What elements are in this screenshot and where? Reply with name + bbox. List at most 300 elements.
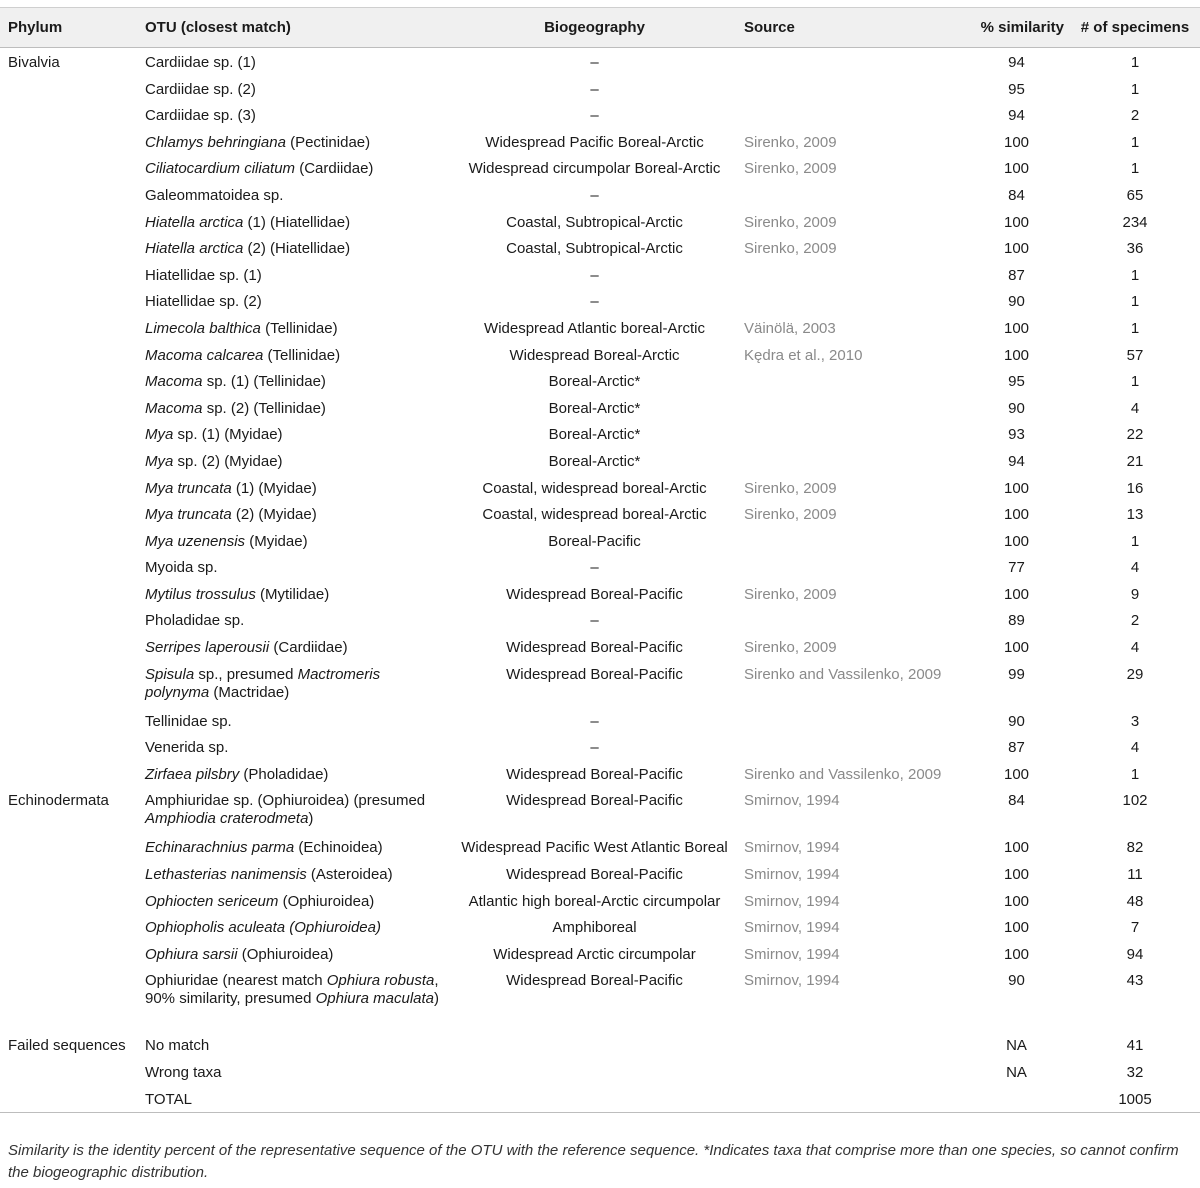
table-footnote: Similarity is the identity percent of the representative sequence of the OTU with the reference sequence. *Indicates taxa that comprise more than one species, so cannot confirm the biogeographic distribution. — [8, 1142, 1179, 1181]
cell-phylum — [0, 760, 145, 787]
otu-text-segment: (2) (Myidae) — [231, 506, 317, 524]
cell-biogeography: Widespread Pacific Boreal-Arctic — [485, 133, 704, 151]
cell-otu — [145, 660, 445, 707]
cell-source — [744, 707, 963, 734]
cell-specimens: 2 — [1130, 107, 1140, 125]
otu-text-segment: Pholadidae sp. — [145, 612, 245, 630]
cell-biogeography: Widespread Boreal-Pacific — [506, 866, 683, 884]
table-row — [0, 234, 1200, 261]
cell-specimens: 4 — [1130, 739, 1140, 757]
cell-phylum — [0, 420, 145, 447]
cell-source: Sirenko and Vassilenko, 2009 — [744, 765, 942, 783]
cell-otu — [145, 913, 445, 940]
cell-otu — [145, 314, 445, 341]
cell-specimens: 41 — [1126, 1037, 1144, 1055]
cell-source: Kędra et al., 2010 — [744, 346, 863, 364]
cell-biogeography: – — [590, 559, 599, 577]
cell-biogeography: Widespread Boreal-Pacific — [506, 972, 683, 990]
cell-specimens: 1 — [1130, 532, 1140, 550]
otu-text-segment: Ciliatocardium ciliatum — [145, 160, 296, 178]
table-row — [0, 101, 1200, 128]
otu-text-segment: Spisula — [145, 665, 195, 683]
otu-text-segment: (1) (Myidae) — [231, 479, 317, 497]
cell-phylum — [0, 234, 145, 261]
cell-phylum — [0, 341, 145, 368]
otu-text-segment: Mya — [145, 426, 174, 444]
cell-source: Sirenko, 2009 — [744, 585, 837, 603]
cell-similarity: NA — [1006, 1064, 1027, 1081]
cell-specimens: 1 — [1130, 319, 1140, 337]
cell-source: Sirenko, 2009 — [744, 160, 837, 178]
otu-text-segment: sp. (1) (Tellinidae) — [202, 373, 326, 391]
cell-phylum — [0, 181, 145, 208]
cell-biogeography: Widespread Boreal-Arctic — [509, 346, 680, 364]
cell-phylum — [0, 128, 145, 155]
cell-specimens: 4 — [1130, 639, 1140, 657]
otu-text-segment: Ophiura sarsii — [145, 945, 238, 963]
cell-source: Sirenko, 2009 — [744, 213, 837, 231]
cell-source: Sirenko, 2009 — [744, 479, 837, 497]
otu-text-segment: (Pholadidae) — [239, 765, 329, 783]
cell-otu — [145, 1031, 445, 1058]
cell-biogeography: Coastal, Subtropical-Arctic — [506, 213, 683, 231]
otu-text-segment: sp. (2) (Myidae) — [173, 452, 283, 470]
cell-phylum — [0, 707, 145, 734]
otu-text-segment: Mya truncata — [145, 479, 232, 497]
table-row — [0, 341, 1200, 368]
table-row — [0, 707, 1200, 734]
cell-phylum — [0, 553, 145, 580]
table-row — [0, 1085, 1200, 1113]
cell-biogeography: Coastal, widespread boreal-Arctic — [482, 506, 707, 524]
otu-text-segment: (Cardiidae) — [269, 639, 348, 657]
cell-specimens: 22 — [1126, 426, 1144, 444]
cell-otu — [145, 394, 445, 421]
cell-specimens: 16 — [1126, 479, 1144, 497]
otu-text-segment: , 90% similarity, presumed — [145, 972, 439, 1008]
cell-biogeography: Boreal-Arctic* — [548, 373, 641, 391]
cell-biogeography: Boreal-Arctic* — [548, 399, 641, 417]
cell-biogeography: – — [590, 293, 599, 311]
cell-source: Smirnov, 1994 — [744, 919, 840, 937]
otu-text-segment: Wrong taxa — [145, 1064, 222, 1081]
cell-otu — [145, 707, 445, 734]
cell-source — [744, 1058, 963, 1085]
cell-biogeography: Widespread Boreal-Pacific — [506, 665, 683, 683]
cell-source — [744, 1085, 963, 1113]
cell-phylum — [0, 887, 145, 914]
table-row — [0, 887, 1200, 914]
cell-specimens: 13 — [1126, 506, 1144, 524]
cell-similarity: 90 — [1008, 293, 1025, 311]
otu-text-segment: Zirfaea pilsbry — [145, 765, 240, 783]
otu-text-segment: (Ophiuroidea) — [237, 945, 334, 963]
cell-otu — [145, 887, 445, 914]
cell-source — [744, 367, 963, 394]
cell-specimens: 102 — [1122, 792, 1148, 810]
cell-otu — [145, 580, 445, 607]
table-row — [0, 606, 1200, 633]
cell-source — [744, 553, 963, 580]
otu-text-segment: (Tellinidae) — [263, 346, 341, 364]
otu-text-segment: Mya — [145, 452, 174, 470]
table-row — [0, 913, 1200, 940]
cell-similarity: 100 — [1003, 160, 1030, 178]
cell-otu — [145, 1085, 445, 1113]
cell-source — [744, 527, 963, 554]
cell-otu — [145, 500, 445, 527]
cell-biogeography: Widespread Atlantic boreal-Arctic — [484, 319, 705, 337]
otu-text-segment: Tellinidae sp. — [145, 712, 232, 730]
otu-text-segment: Cardiidae sp. (2) — [145, 80, 256, 98]
cell-phylum — [0, 527, 145, 554]
cell-source — [744, 261, 963, 288]
cell-similarity: 100 — [1003, 839, 1030, 857]
otu-text-segment: TOTAL — [145, 1090, 192, 1108]
cell-similarity: 100 — [1003, 133, 1030, 151]
cell-specimens: 11 — [1127, 866, 1143, 884]
cell-similarity: 84 — [1008, 186, 1025, 204]
otu-text-segment: sp. (2) (Tellinidae) — [202, 399, 326, 417]
cell-specimens: 234 — [1122, 213, 1148, 231]
otu-text-segment: ) — [434, 990, 440, 1008]
cell-otu — [145, 553, 445, 580]
table-row — [0, 420, 1200, 447]
cell-similarity: 100 — [1003, 479, 1030, 497]
header-specimens: # of specimens — [1070, 8, 1200, 48]
cell-phylum — [0, 500, 145, 527]
otu-text-segment: Mya truncata — [145, 506, 232, 524]
cell-biogeography: – — [590, 612, 599, 630]
cell-similarity: 100 — [1003, 213, 1030, 231]
otu-text-segment: Macoma — [145, 399, 203, 417]
table-row — [0, 833, 1200, 860]
cell-specimens: 1 — [1130, 54, 1140, 71]
cell-otu — [145, 733, 445, 760]
cell-phylum — [0, 940, 145, 967]
cell-source — [744, 48, 963, 75]
cell-similarity: 100 — [1003, 532, 1030, 550]
cell-specimens: 2 — [1130, 612, 1140, 630]
cell-otu — [145, 606, 445, 633]
otu-text-segment: Hiatella arctica — [145, 240, 244, 258]
otu-text-segment: (Echinoidea) — [294, 839, 383, 857]
cell-specimens: 4 — [1130, 399, 1140, 417]
table-row — [0, 474, 1200, 501]
cell-similarity: 90 — [1008, 712, 1025, 730]
cell-biogeography: – — [590, 712, 599, 730]
cell-biogeography: – — [590, 80, 599, 98]
cell-specimens: 21 — [1126, 452, 1144, 470]
otu-text-segment: Hiatellidae sp. (2) — [145, 293, 262, 311]
otu-text-segment: sp. (1) (Myidae) — [173, 426, 283, 444]
otu-text-segment: Limecola balthica — [145, 319, 261, 337]
cell-source: Sirenko, 2009 — [744, 133, 837, 151]
cell-similarity — [963, 1085, 1070, 1113]
otu-text-segment: Echinarachnius parma — [145, 839, 295, 857]
cell-biogeography: Amphiboreal — [552, 919, 637, 937]
cell-biogeography: Boreal-Pacific — [548, 532, 641, 550]
cell-phylum — [0, 394, 145, 421]
cell-biogeography: Boreal-Arctic* — [548, 452, 641, 470]
cell-similarity: 100 — [1003, 639, 1030, 657]
cell-phylum — [0, 261, 145, 288]
cell-specimens: 1 — [1130, 765, 1140, 783]
cell-otu — [145, 1058, 445, 1085]
otu-text-segment: (Cardiidae) — [295, 160, 374, 178]
cell-specimens: 4 — [1130, 559, 1140, 577]
otu-text-segment: (Pectinidae) — [285, 133, 371, 151]
header-similarity: % similarity — [963, 8, 1070, 48]
cell-otu — [145, 633, 445, 660]
cell-otu — [145, 420, 445, 447]
cell-similarity: 100 — [1003, 240, 1030, 258]
table-row — [0, 786, 1200, 833]
cell-biogeography: Widespread Arctic circumpolar — [493, 945, 696, 963]
table-row — [0, 966, 1200, 1031]
cell-specimens: 29 — [1126, 665, 1144, 683]
cell-source — [744, 1031, 963, 1058]
cell-source — [744, 181, 963, 208]
cell-source — [744, 447, 963, 474]
otu-text-segment: Venerida sp. — [145, 739, 229, 757]
otu-text-segment: Mytilus trossulus — [145, 585, 256, 603]
otu-text-segment: ) — [308, 810, 314, 828]
cell-phylum — [0, 660, 145, 707]
cell-biogeography: Coastal, Subtropical-Arctic — [506, 240, 683, 258]
cell-similarity: 95 — [1008, 80, 1025, 98]
cell-phylum: Failed sequences — [8, 1037, 126, 1055]
cell-otu — [145, 234, 445, 261]
cell-phylum — [0, 367, 145, 394]
otu-text-segment: Ophiopholis aculeata (Ophiuroidea) — [145, 919, 381, 937]
table-row — [0, 633, 1200, 660]
cell-specimens: 1005 — [1070, 1085, 1200, 1113]
cell-specimens: 82 — [1126, 839, 1144, 857]
cell-phylum — [0, 606, 145, 633]
cell-biogeography: – — [590, 186, 599, 204]
cell-biogeography: Coastal, widespread boreal-Arctic — [482, 479, 707, 497]
cell-phylum — [0, 101, 145, 128]
cell-otu — [145, 760, 445, 787]
otu-text-segment: Amphiuridae sp. (Ophiuroidea) (presumed — [145, 792, 426, 810]
cell-similarity: 100 — [1003, 506, 1030, 524]
cell-similarity: 93 — [1008, 426, 1025, 444]
cell-otu — [145, 966, 445, 1031]
table-row — [0, 154, 1200, 181]
cell-otu — [145, 447, 445, 474]
cell-source — [744, 606, 963, 633]
cell-specimens: 1 — [1130, 133, 1140, 151]
cell-similarity: 100 — [1003, 892, 1030, 910]
table-row — [0, 287, 1200, 314]
table-row — [0, 860, 1200, 887]
table-row — [0, 261, 1200, 288]
otu-text-segment: Galeommatoidea sp. — [145, 186, 284, 204]
cell-similarity: 94 — [1008, 54, 1025, 71]
cell-source: Väinölä, 2003 — [744, 319, 836, 337]
cell-biogeography: Widespread Boreal-Pacific — [506, 639, 683, 657]
otu-text-segment: (Myidae) — [245, 532, 308, 550]
cell-phylum — [0, 580, 145, 607]
cell-biogeography: Widespread Boreal-Pacific — [506, 585, 683, 603]
otu-text-segment: Macoma calcarea — [145, 346, 264, 364]
cell-source — [744, 101, 963, 128]
otu-text-segment: Amphiodia craterodmeta — [145, 810, 309, 828]
cell-otu — [145, 154, 445, 181]
cell-specimens: 57 — [1126, 346, 1144, 364]
cell-phylum — [0, 154, 145, 181]
cell-similarity: 84 — [1008, 792, 1025, 810]
cell-phylum — [0, 314, 145, 341]
cell-biogeography: – — [590, 739, 599, 757]
cell-source — [744, 420, 963, 447]
cell-biogeography: Widespread Pacific West Atlantic Boreal — [461, 839, 728, 857]
table-row — [0, 367, 1200, 394]
header-otu: OTU (closest match) — [145, 8, 445, 48]
table-row — [0, 940, 1200, 967]
cell-source: Smirnov, 1994 — [744, 892, 840, 910]
cell-otu — [145, 786, 445, 833]
otu-text-segment: Cardiidae sp. (1) — [145, 54, 256, 71]
cell-otu — [145, 287, 445, 314]
cell-phylum: Bivalvia — [8, 54, 60, 71]
otu-text-segment: Serripes laperousii — [145, 639, 270, 657]
cell-similarity: 100 — [1003, 945, 1030, 963]
cell-similarity: 77 — [1008, 559, 1025, 577]
header-source: Source — [744, 8, 963, 48]
table-row — [0, 75, 1200, 102]
cell-similarity: 99 — [1008, 665, 1025, 683]
cell-otu — [145, 860, 445, 887]
cell-phylum — [0, 860, 145, 887]
cell-otu — [145, 101, 445, 128]
cell-similarity: NA — [1006, 1037, 1027, 1055]
otu-text-segment: Hiatellidae sp. (1) — [145, 266, 262, 284]
otu-text-segment: Mya uzenensis — [145, 532, 246, 550]
cell-phylum — [0, 633, 145, 660]
cell-source: Sirenko, 2009 — [744, 639, 837, 657]
otu-text-segment: (2) (Hiatellidae) — [243, 240, 351, 258]
cell-phylum — [0, 1085, 145, 1113]
otu-text-segment: Myoida sp. — [145, 559, 218, 577]
cell-source — [744, 394, 963, 421]
cell-biogeography: Boreal-Arctic* — [548, 426, 641, 444]
otu-text-segment: No match — [145, 1037, 210, 1055]
cell-specimens: 65 — [1126, 186, 1144, 204]
otu-text-segment: (Mytilidae) — [255, 585, 330, 603]
cell-otu — [145, 940, 445, 967]
cell-specimens: 94 — [1126, 945, 1144, 963]
cell-similarity: 94 — [1008, 452, 1025, 470]
otu-text-segment: (Ophiuroidea) — [278, 892, 375, 910]
cell-biogeography — [445, 1085, 744, 1113]
otu-text-segment: Chlamys behringiana — [145, 133, 286, 151]
cell-phylum — [0, 833, 145, 860]
cell-biogeography: Widespread circumpolar Boreal-Arctic — [468, 160, 721, 178]
header-phylum: Phylum — [0, 8, 145, 48]
table-row — [0, 527, 1200, 554]
table-row — [0, 1031, 1200, 1058]
cell-similarity: 95 — [1008, 373, 1025, 391]
header-row — [0, 8, 1200, 48]
cell-biogeography — [445, 1031, 744, 1058]
table-row — [0, 447, 1200, 474]
otu-text-segment: Macoma — [145, 373, 203, 391]
cell-biogeography: – — [590, 266, 599, 284]
cell-source — [744, 733, 963, 760]
otu-text-segment: Ophiocten sericeum — [145, 892, 279, 910]
cell-source: Sirenko, 2009 — [744, 240, 837, 258]
table-row — [0, 128, 1200, 155]
table-row — [0, 580, 1200, 607]
cell-specimens: 36 — [1126, 240, 1144, 258]
cell-specimens: 7 — [1130, 919, 1140, 937]
table-row — [0, 208, 1200, 235]
cell-biogeography — [445, 1058, 744, 1085]
cell-otu — [145, 181, 445, 208]
table-body — [0, 48, 1200, 1113]
cell-biogeography: Widespread Boreal-Pacific — [506, 792, 683, 810]
cell-otu — [145, 474, 445, 501]
cell-similarity: 100 — [1003, 866, 1030, 884]
table-row — [0, 733, 1200, 760]
cell-similarity: 94 — [1008, 107, 1025, 125]
otu-text-segment: (Asteroidea) — [306, 866, 393, 884]
cell-specimens: 1 — [1130, 293, 1140, 311]
cell-similarity: 100 — [1003, 346, 1030, 364]
cell-specimens: 1 — [1130, 80, 1140, 98]
otu-text-segment: (Tellinidae) — [260, 319, 338, 337]
cell-otu — [145, 341, 445, 368]
cell-biogeography: – — [590, 54, 599, 71]
table-row — [0, 1058, 1200, 1085]
cell-specimens: 1 — [1130, 266, 1140, 284]
cell-specimens: 9 — [1130, 585, 1140, 603]
cell-biogeography: Atlantic high boreal-Arctic circumpolar — [468, 892, 721, 910]
otu-text-segment: Ophiuridae (nearest match — [145, 972, 327, 990]
otu-text-segment: Mactromeris polynyma — [145, 665, 381, 701]
cell-similarity: 87 — [1008, 266, 1025, 284]
cell-specimens: 32 — [1126, 1064, 1144, 1081]
cell-otu — [145, 261, 445, 288]
cell-phylum — [0, 474, 145, 501]
cell-otu — [145, 75, 445, 102]
cell-phylum — [0, 208, 145, 235]
cell-source — [744, 287, 963, 314]
cell-phylum — [0, 966, 145, 1031]
cell-biogeography: Widespread Boreal-Pacific — [506, 765, 683, 783]
cell-similarity: 100 — [1003, 919, 1030, 937]
otu-text-segment: (Mactridae) — [209, 683, 290, 701]
table-row — [0, 314, 1200, 341]
otu-text-segment: Lethasterias nanimensis — [145, 866, 307, 884]
cell-source: Sirenko and Vassilenko, 2009 — [744, 665, 942, 683]
cell-phylum: Echinodermata — [8, 792, 109, 810]
cell-source: Smirnov, 1994 — [744, 972, 840, 990]
table-row — [0, 48, 1200, 75]
cell-source: Sirenko, 2009 — [744, 506, 837, 524]
cell-similarity: 100 — [1003, 319, 1030, 337]
table-row — [0, 553, 1200, 580]
cell-phylum — [0, 287, 145, 314]
header-biogeography: Biogeography — [445, 8, 744, 48]
table-row — [0, 181, 1200, 208]
cell-similarity: 87 — [1008, 739, 1025, 757]
cell-similarity: 100 — [1003, 585, 1030, 603]
cell-specimens: 3 — [1130, 712, 1140, 730]
cell-similarity: 89 — [1008, 612, 1025, 630]
